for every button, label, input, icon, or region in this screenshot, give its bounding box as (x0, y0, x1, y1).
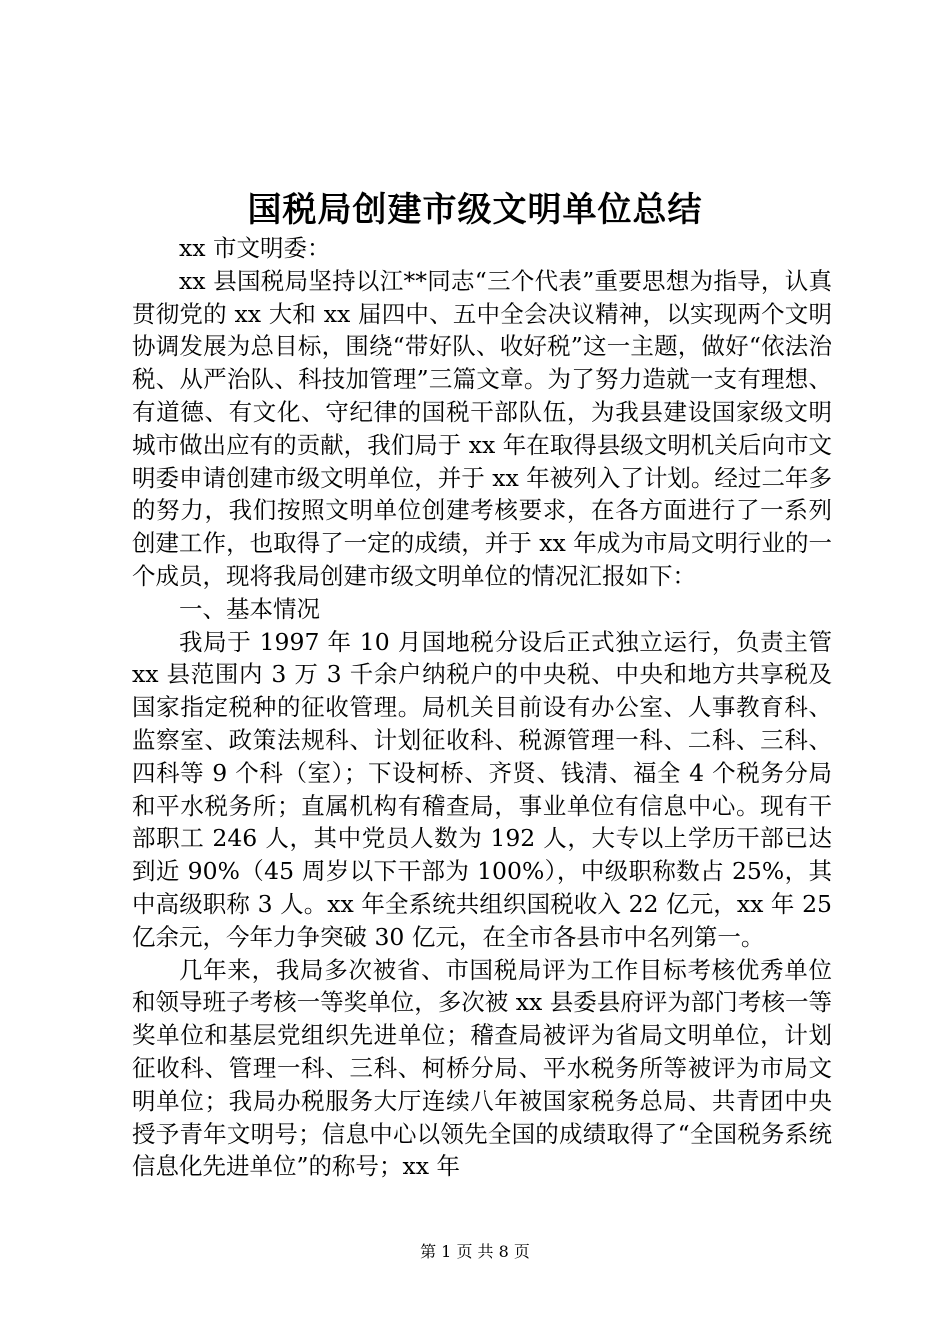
document-body (132, 232, 832, 1183)
paragraph-honors: 几年来，我局多次被省、市国税局评为工作目标考核优秀单位和领导班子考核一等奖单位，多次被 xx 县委县府评为部门考核一等奖单位和基层党组织先进单位；稽查局被评为省局文明单位，计划征收科、管理一科、三科、柯桥分局、平水税务所等被评为市局文明单位；我局办税服务大厅连续八年被国家税务总局、共青团中央授予青年文明号；信息中心以领先全国的成绩取得了“全国税务系统信息化先进单位”的称号；xx 年 (132, 955, 832, 1181)
paragraph-basic-situation: 我局于 1997 年 10 月国地税分设后正式独立运行，负责主管 xx 县范围内 3 万 3 千余户纳税户的中央税、中央和地方共享税及国家指定税种的征收管理。局机关目前设有办公室、人事教育科、监察室、政策法规科、计划征收科、税源管理一科、二科、三科、四科等 9 个科（室）；下设柯桥、齐贤、钱清、福全 4 个税务分局和平水税务所；直属机构有稽查局，事业单位有信息中心。现有干部职工 246 人，其中党员人数为 192 人，大专以上学历干部已达到近 90%（45 周岁以下干部为 100%），中级职称数占 25%，其中高级职称 3 人。xx 年全系统共组织国税收入 22 亿元，xx 年 25 亿余元，今年力争突破 30 亿元，在全市各县市中名列第一。 (132, 627, 832, 951)
document-title: 国税局创建市级文明单位总结 (247, 190, 703, 230)
section-heading-basic-situation: 一、基本情况 (179, 594, 320, 623)
paragraph-intro: xx 县国税局坚持以江**同志“三个代表”重要思想为指导，认真贯彻党的 xx 大和 xx 届四中、五中全会决议精神，以实现两个文明协调发展为总目标，围绕“带好队、收好税”这一主题，做好“依法治税、从严治队、科技加管理”三篇文章。为了努力造就一支有理想、有道德、有文化、守纪律的国税干部队伍，为我县建设国家级文明城市做出应有的贡献，我们局于 xx 年在取得县级文明机关后向市文明委申请创建市级文明单位，并于 xx 年被列入了计划。经过二年多的努力，我们按照文明单位创建考核要求，在各方面进行了一系列创建工作，也取得了一定的成绩，并于 xx 年成为市局文明行业的一个成员，现将我局创建市级文明单位的情况汇报如下： (132, 266, 832, 590)
salutation: xx 市文明委： (179, 234, 331, 262)
page-number-footer: 第 1 页 共 8 页 (420, 1242, 530, 1261)
